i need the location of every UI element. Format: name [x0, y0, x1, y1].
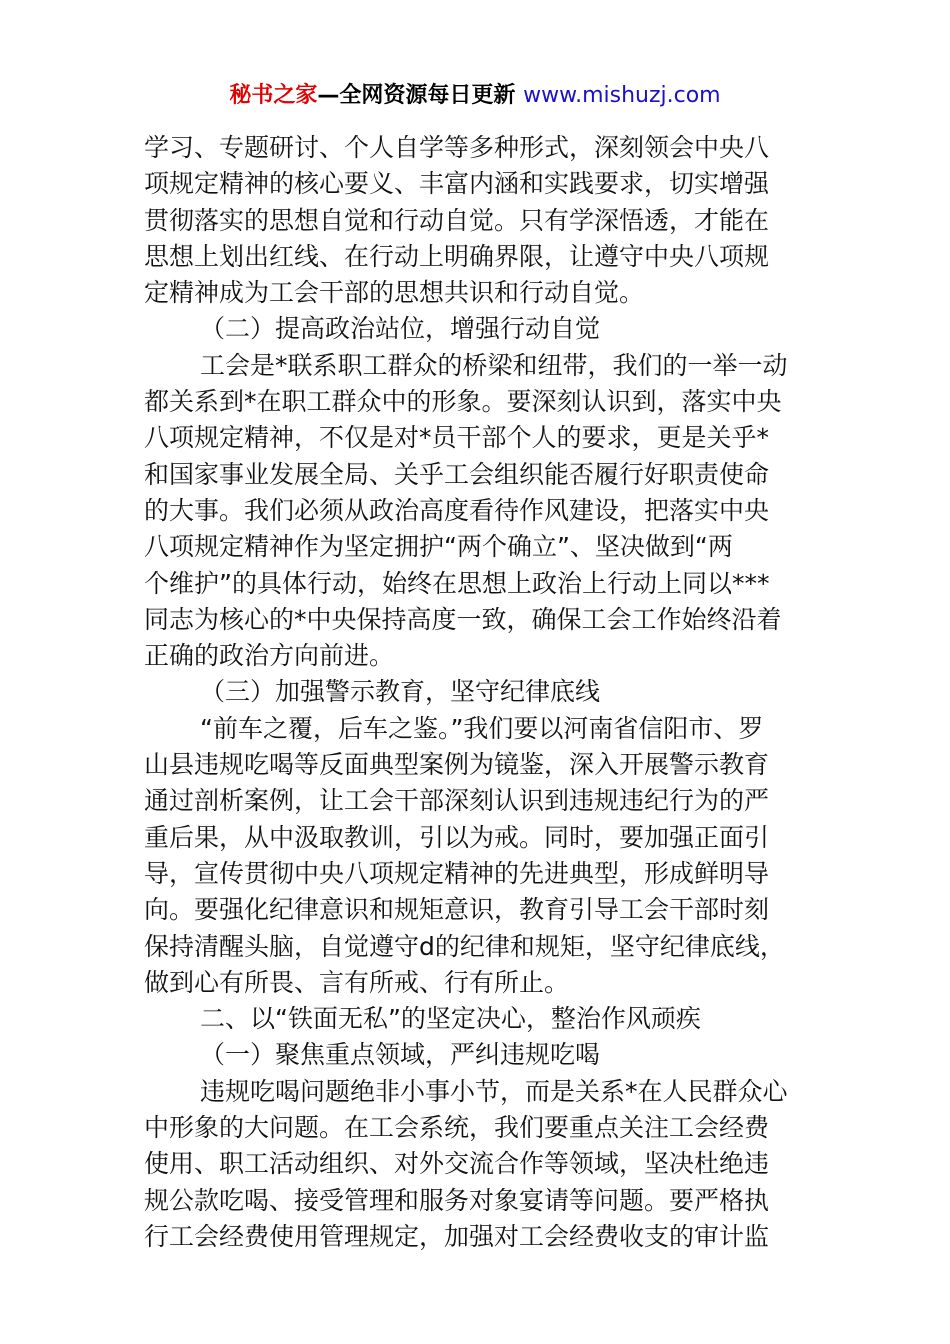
body-line: 个维护”的具体行动，始终在思想上政治上行动上同以***	[144, 568, 770, 598]
site-url-link[interactable]: www.mishuzj.com	[523, 83, 721, 108]
body-line: “前车之覆，后车之鉴。”我们要以河南省信阳市、罗	[200, 713, 764, 743]
header-dash: —	[317, 83, 340, 108]
body-line: 八项规定精神作为坚定拥护“两个确立”、坚决做到“两	[144, 532, 733, 562]
body-line: 学习、专题研讨、个人自学等多种形式，深刻领会中央八	[144, 133, 770, 162]
body-line: 行工会经费使用管理规定，加强对工会经费收支的审计监	[144, 1221, 770, 1251]
body-line: 导，宣传贯彻中央八项规定精神的先进典型，形成鲜明导	[144, 858, 770, 888]
body-line: （一）聚焦重点领域，严纠违规吃喝	[200, 1040, 601, 1070]
body-line: 使用、职工活动组织、对外交流合作等领域，坚决杜绝违	[144, 1149, 770, 1179]
body-line: 中形象的大问题。在工会系统，我们要重点关注工会经费	[144, 1113, 770, 1143]
body-line: 保持清醒头脑，自觉遵守d的纪律和规矩，坚守纪律底线，	[144, 931, 785, 961]
body-line: 项规定精神的核心要义、丰富内涵和实践要求，切实增强	[144, 169, 770, 199]
body-line: （二）提高政治站位，增强行动自觉	[200, 314, 601, 344]
body-line: 的大事。我们必须从政治高度看待作风建设，把落实中央	[144, 495, 770, 525]
body-line: 思想上划出红线、在行动上明确界限，让遵守中央八项规	[144, 241, 770, 271]
body-line: 二、以“铁面无私”的坚定决心，整治作风顽疾	[200, 1004, 701, 1034]
body-line: 同志为核心的*中央保持高度一致，确保工会工作始终沿着	[144, 604, 782, 634]
header-slogan: 全网资源每日更新	[339, 83, 516, 108]
body-line: （三）加强警示教育，坚守纪律底线	[200, 677, 601, 707]
body-line: 山县违规吃喝等反面典型案例为镜鉴，深入开展警示教育	[144, 750, 770, 780]
body-line: 正确的政治方向前进。	[144, 641, 395, 671]
body-line: 和国家事业发展全局、关乎工会组织能否履行好职责使命	[144, 459, 770, 489]
body-line: 重后果，从中汲取教训，引以为戒。同时，要加强正面引	[144, 822, 770, 852]
body-line: 通过剖析案例，让工会干部深刻认识到违规违纪行为的严	[144, 786, 770, 816]
body-line: 都关系到*在职工群众中的形象。要深刻认识到，落实中央	[144, 387, 782, 417]
body-line: 做到心有所畏、言有所戒、行有所止。	[144, 967, 570, 997]
body-line: 定精神成为工会干部的思想共识和行动自觉。	[144, 278, 645, 308]
site-header	[0, 80, 950, 112]
body-line: 向。要强化纪律意识和规矩意识，教育引导工会干部时刻	[144, 895, 770, 925]
body-line: 规公款吃喝、接受管理和服务对象宴请等问题。要严格执	[144, 1185, 770, 1215]
body-line: 贯彻落实的思想自觉和行动自觉。只有学深悟透，才能在	[144, 205, 770, 235]
document-body	[144, 130, 812, 1255]
body-line: 工会是*联系职工群众的桥梁和纽带，我们的一举一动	[200, 350, 788, 380]
brand-name: 秘书之家	[229, 83, 318, 108]
body-line: 违规吃喝问题绝非小事小节，而是关系*在人民群众心	[200, 1076, 788, 1106]
body-line: 八项规定精神，不仅是对*员干部个人的要求，更是关乎*	[144, 423, 770, 453]
